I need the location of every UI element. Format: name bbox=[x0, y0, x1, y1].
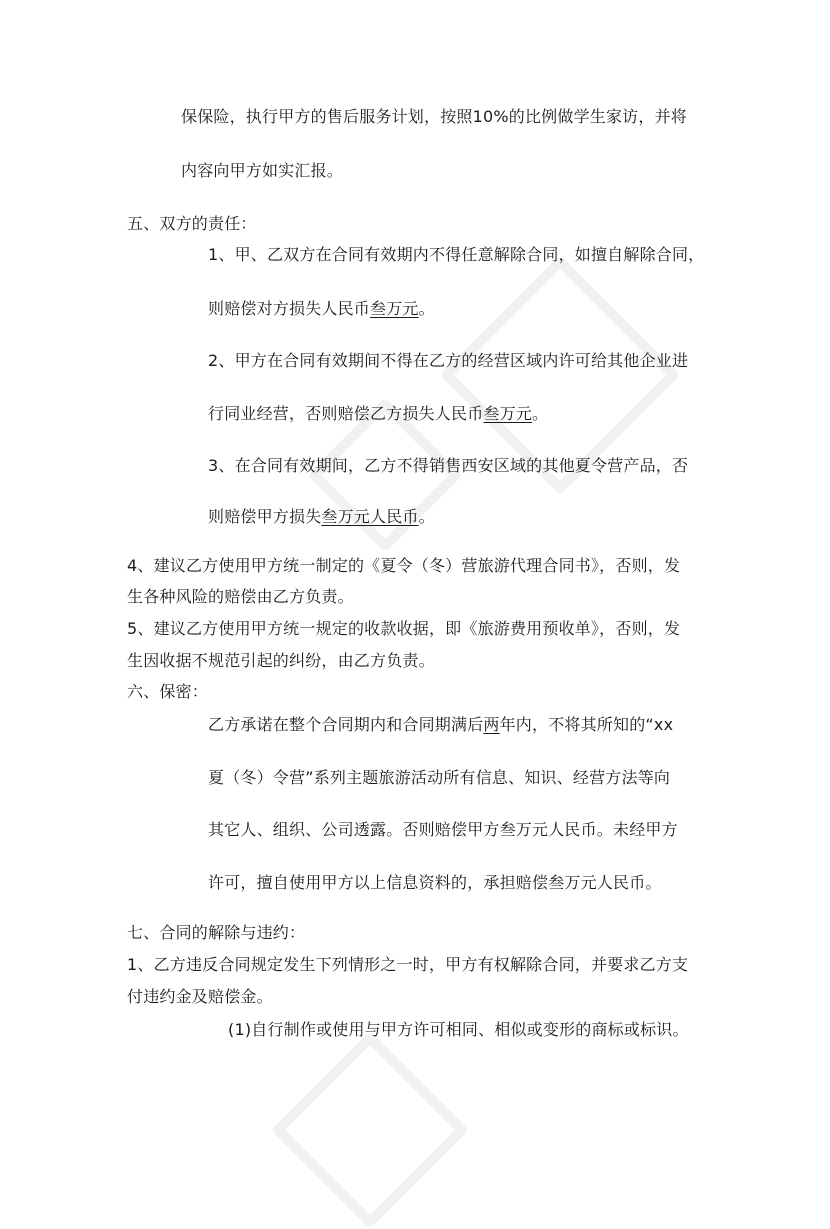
paragraph-line: 夏（冬）令营”系列主题旅游活动所有信息、知识、经营方法等向 bbox=[208, 768, 671, 787]
underlined-term: 两 bbox=[483, 715, 500, 734]
watermark-shape bbox=[271, 1031, 469, 1229]
line-text: 则赔偿对方损失人民币 bbox=[208, 299, 371, 318]
paragraph-line: 1、甲、乙双方在合同有效期内不得任意解除合同，如擅自解除合同， bbox=[208, 245, 705, 264]
line-text: 。 bbox=[532, 404, 549, 423]
paragraph-line: 付违约金及赔偿金。 bbox=[127, 987, 273, 1006]
paragraph-line: 1、乙方违反合同规定发生下列情形之一时，甲方有权解除合同，并要求乙方支 bbox=[127, 955, 689, 974]
line-text: 行同业经营，否则赔偿乙方损失人民币 bbox=[208, 404, 484, 423]
line-text: 则赔偿甲方损失 bbox=[208, 507, 322, 526]
paragraph-line bbox=[208, 714, 673, 736]
paragraph-line: 许可，擅自使用甲方以上信息资料的，承担赔偿叁万元人民币。 bbox=[208, 873, 662, 892]
paragraph-line bbox=[208, 298, 435, 320]
section-heading-7: 七、合同的解除与违约： bbox=[127, 923, 306, 942]
section-heading-6: 六、保密： bbox=[127, 682, 209, 701]
underlined-amount: 叁万元 bbox=[483, 404, 533, 423]
paragraph-line bbox=[208, 403, 548, 425]
section-heading-5: 五、双方的责任： bbox=[127, 214, 257, 233]
underlined-amount: 叁万元人民币 bbox=[321, 507, 419, 526]
line-text: 年内，不将其所知的“xx bbox=[499, 715, 674, 734]
line-text: 乙方承诺在整个合同期内和合同期满后 bbox=[208, 715, 484, 734]
paragraph-line: 生各种风险的赔偿由乙方负责。 bbox=[127, 587, 354, 606]
paragraph-line: 5、建议乙方使用甲方统一规定的收款收据，即《旅游费用预收单》，否则，发 bbox=[127, 619, 681, 638]
paragraph-line: 其它人、组织、公司透露。否则赔偿甲方叁万元人民币。未经甲方 bbox=[208, 820, 678, 839]
paragraph-line: 保保险，执行甲方的售后服务计划，按照10%的比例做学生家访，并将 bbox=[181, 107, 687, 126]
paragraph-line bbox=[208, 506, 435, 528]
paragraph-line: (1)自行制作或使用与甲方许可相同、相似或变形的商标或标识。 bbox=[228, 1020, 689, 1039]
paragraph-line: 2、甲方在合同有效期间不得在乙方的经营区域内许可给其他企业进 bbox=[208, 351, 689, 370]
line-text: 。 bbox=[418, 299, 435, 318]
paragraph-line: 4、建议乙方使用甲方统一制定的《夏令（冬）营旅游代理合同书》，否则，发 bbox=[127, 556, 681, 575]
paragraph-line: 3、在合同有效期间，乙方不得销售西安区域的其他夏令营产品，否 bbox=[208, 456, 689, 475]
underlined-amount: 叁万元 bbox=[370, 299, 419, 318]
paragraph-line: 生因收据不规范引起的纠纷，由乙方负责。 bbox=[127, 651, 435, 670]
line-text: 。 bbox=[418, 507, 435, 526]
paragraph-line: 内容向甲方如实汇报。 bbox=[181, 161, 344, 180]
